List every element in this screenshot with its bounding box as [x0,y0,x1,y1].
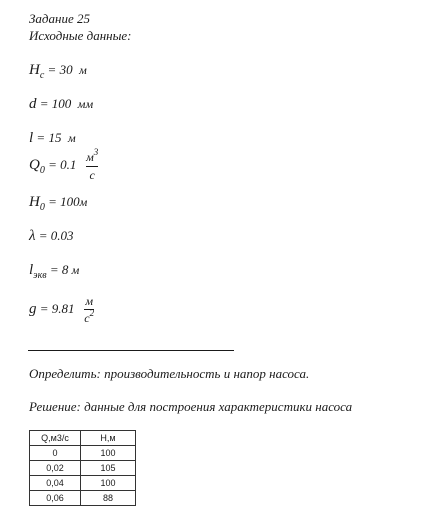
column-header-q: Q,м3/с [30,431,81,446]
param-lambda: λ = 0.03 [29,228,74,244]
pump-characteristic-table [29,430,136,506]
task-title: Задание 25 [29,11,90,26]
define-text: Определить: производительность и напор насоса. [29,366,310,381]
cell-h: 100 [81,446,136,461]
table-header-row [30,431,136,446]
param-hs: $H_c = 30$ м [29,62,87,81]
unit-fraction: $\frac{м}{с^2}$ [84,294,95,325]
cell-h: 105 [81,461,136,476]
source-data-label: Исходные данные: [29,28,132,43]
param-lekv: $l_{экв} = 8$ м [29,262,80,281]
table-row [30,446,136,461]
cell-q: 0,06 [30,491,81,506]
param-q0: $Q_0 = 0.1$ $\frac{м^3}{с}$ [29,147,99,182]
cell-q: 0 [30,446,81,461]
cell-q: 0,02 [30,461,81,476]
cell-q: 0,04 [30,476,81,491]
unit-fraction: $\frac{м^3}{с}$ [86,147,99,182]
divider-line [28,350,234,351]
column-header-h: Н,м [81,431,136,446]
param-g: g = 9.81 $\frac{м}{с^2}$ [29,294,95,325]
table-row [30,461,136,476]
param-l: l = 15 м [29,130,76,146]
param-d: d = 100 мм [29,96,94,112]
table-row [30,476,136,491]
param-h0: $H_0 = 100м$ [29,194,88,213]
cell-h: 100 [81,476,136,491]
table-row [30,491,136,506]
cell-h: 88 [81,491,136,506]
solution-text: Решение: данные для построения характеристики насоса [29,399,353,414]
